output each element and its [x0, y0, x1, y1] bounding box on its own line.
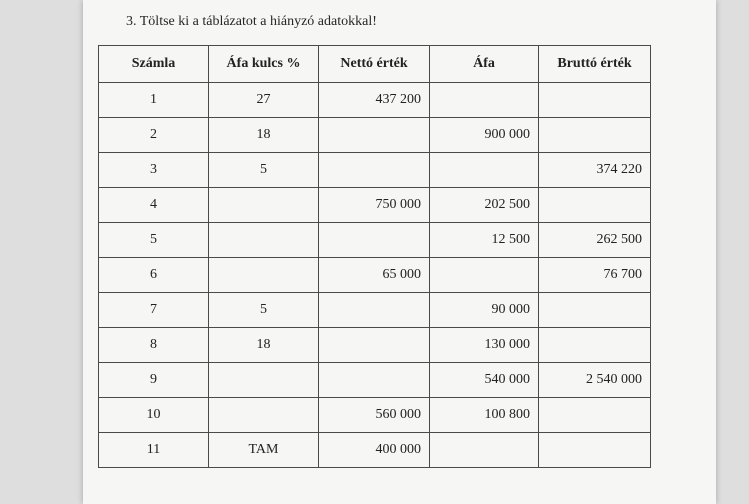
header-szamla: Számla	[99, 46, 209, 83]
cell-brutto-ertek	[539, 328, 651, 363]
table-header-row	[99, 46, 651, 83]
cell-brutto-ertek	[539, 188, 651, 223]
cell-brutto-ertek: 374 220	[539, 153, 651, 188]
cell-netto-ertek	[319, 363, 430, 398]
cell-szamla: 8	[99, 328, 209, 363]
cell-netto-ertek	[319, 293, 430, 328]
cell-afa	[430, 433, 539, 468]
cell-afa: 202 500	[430, 188, 539, 223]
cell-brutto-ertek	[539, 293, 651, 328]
cell-netto-ertek: 750 000	[319, 188, 430, 223]
cell-afa: 540 000	[430, 363, 539, 398]
table-row	[99, 293, 651, 328]
table-row	[99, 398, 651, 433]
header-brutto-ertek: Bruttó érték	[539, 46, 651, 83]
cell-afa: 900 000	[430, 118, 539, 153]
cell-afa-kulcs: 18	[209, 328, 319, 363]
cell-szamla: 11	[99, 433, 209, 468]
cell-szamla: 9	[99, 363, 209, 398]
cell-afa-kulcs	[209, 398, 319, 433]
cell-szamla: 3	[99, 153, 209, 188]
cell-afa-kulcs	[209, 258, 319, 293]
cell-afa-kulcs: 18	[209, 118, 319, 153]
cell-szamla: 5	[99, 223, 209, 258]
table-row	[99, 188, 651, 223]
cell-szamla: 10	[99, 398, 209, 433]
cell-brutto-ertek	[539, 118, 651, 153]
cell-netto-ertek: 400 000	[319, 433, 430, 468]
table-row	[99, 118, 651, 153]
cell-szamla: 2	[99, 118, 209, 153]
cell-afa-kulcs	[209, 188, 319, 223]
cell-netto-ertek: 65 000	[319, 258, 430, 293]
cell-afa	[430, 83, 539, 118]
table-row	[99, 258, 651, 293]
cell-brutto-ertek	[539, 433, 651, 468]
header-afa-kulcs: Áfa kulcs %	[209, 46, 319, 83]
table-row	[99, 83, 651, 118]
cell-netto-ertek: 560 000	[319, 398, 430, 433]
cell-afa-kulcs: TAM	[209, 433, 319, 468]
cell-netto-ertek	[319, 153, 430, 188]
table-row	[99, 363, 651, 398]
cell-afa: 130 000	[430, 328, 539, 363]
invoice-table	[98, 45, 651, 468]
cell-afa-kulcs: 27	[209, 83, 319, 118]
table-row	[99, 328, 651, 363]
cell-szamla: 4	[99, 188, 209, 223]
table-row	[99, 153, 651, 188]
table-row	[99, 433, 651, 468]
cell-szamla: 7	[99, 293, 209, 328]
cell-szamla: 6	[99, 258, 209, 293]
cell-afa-kulcs: 5	[209, 293, 319, 328]
cell-afa-kulcs	[209, 363, 319, 398]
cell-afa: 12 500	[430, 223, 539, 258]
cell-afa-kulcs: 5	[209, 153, 319, 188]
table-row	[99, 223, 651, 258]
cell-netto-ertek	[319, 118, 430, 153]
cell-afa	[430, 258, 539, 293]
cell-netto-ertek: 437 200	[319, 83, 430, 118]
task-instruction: 3. Töltse ki a táblázatot a hiányzó adatokkal!	[126, 14, 377, 29]
cell-afa: 100 800	[430, 398, 539, 433]
cell-brutto-ertek: 2 540 000	[539, 363, 651, 398]
cell-afa-kulcs	[209, 223, 319, 258]
cell-afa	[430, 153, 539, 188]
cell-brutto-ertek	[539, 83, 651, 118]
header-netto-ertek: Nettó érték	[319, 46, 430, 83]
cell-netto-ertek	[319, 328, 430, 363]
cell-szamla: 1	[99, 83, 209, 118]
cell-brutto-ertek	[539, 398, 651, 433]
cell-brutto-ertek: 262 500	[539, 223, 651, 258]
cell-afa: 90 000	[430, 293, 539, 328]
cell-brutto-ertek: 76 700	[539, 258, 651, 293]
cell-netto-ertek	[319, 223, 430, 258]
header-afa: Áfa	[430, 46, 539, 83]
